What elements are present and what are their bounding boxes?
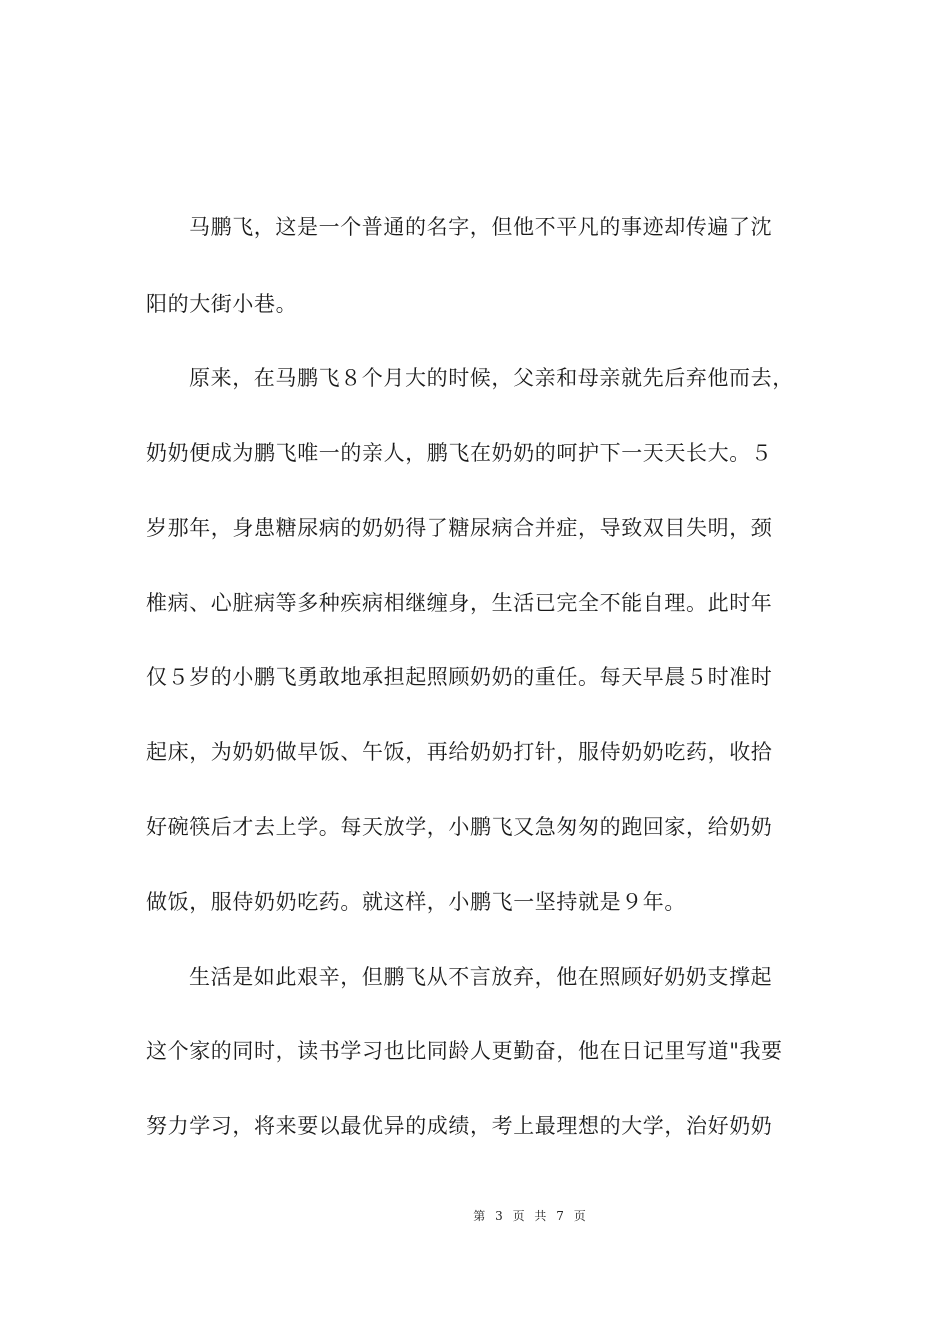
paragraph-1-line-1: 马鹏飞，这是一个普通的名字，但他不平凡的事迹却传遍了沈 <box>189 215 773 239</box>
paragraph-3-line-2: 这个家的同时，读书学习也比同龄人更勤奋，他在日记里写道"我要 <box>146 1039 783 1063</box>
paragraph-2-line-8: 做饭，服侍奶奶吃药。就这样，小鹏飞一坚持就是９年。 <box>146 890 686 914</box>
paragraph-2-line-6: 起床，为奶奶做早饭、午饭，再给奶奶打针，服侍奶奶吃药，收拾 <box>146 740 773 764</box>
footer-total-prefix: 共 <box>534 1209 548 1223</box>
footer-total-pages: 7 <box>556 1209 565 1223</box>
paragraph-2-line-3: 岁那年，身患糖尿病的奶奶得了糖尿病合并症，导致双目失明，颈 <box>146 516 773 540</box>
paragraph-2-line-2: 奶奶便成为鹏飞唯一的亲人，鹏飞在奶奶的呵护下一天天长大。５ <box>146 441 773 465</box>
footer-current-page: 3 <box>495 1209 504 1223</box>
paragraph-2-line-5: 仅５岁的小鹏飞勇敢地承担起照顾奶奶的重任。每天早晨５时准时 <box>146 665 773 689</box>
paragraph-2-line-1: 原来，在马鹏飞８个月大的时候，父亲和母亲就先后弃他而去， <box>189 366 794 390</box>
paragraph-2-line-7: 好碗筷后才去上学。每天放学，小鹏飞又急匆匆的跑回家，给奶奶 <box>146 815 773 839</box>
footer-suffix: 页 <box>573 1209 587 1223</box>
footer-prefix: 第 <box>473 1209 487 1223</box>
paragraph-2-line-4: 椎病、心脏病等多种疾病相继缠身，生活已完全不能自理。此时年 <box>146 591 773 615</box>
page-footer <box>0 1208 950 1224</box>
paragraph-3-line-3: 努力学习，将来要以最优异的成绩，考上最理想的大学，治好奶奶 <box>146 1114 773 1138</box>
paragraph-3-line-1: 生活是如此艰辛，但鹏飞从不言放弃，他在照顾好奶奶支撑起 <box>189 965 773 989</box>
paragraph-1-line-2: 阳的大街小巷。 <box>146 292 298 316</box>
footer-page-word: 页 <box>512 1209 526 1223</box>
